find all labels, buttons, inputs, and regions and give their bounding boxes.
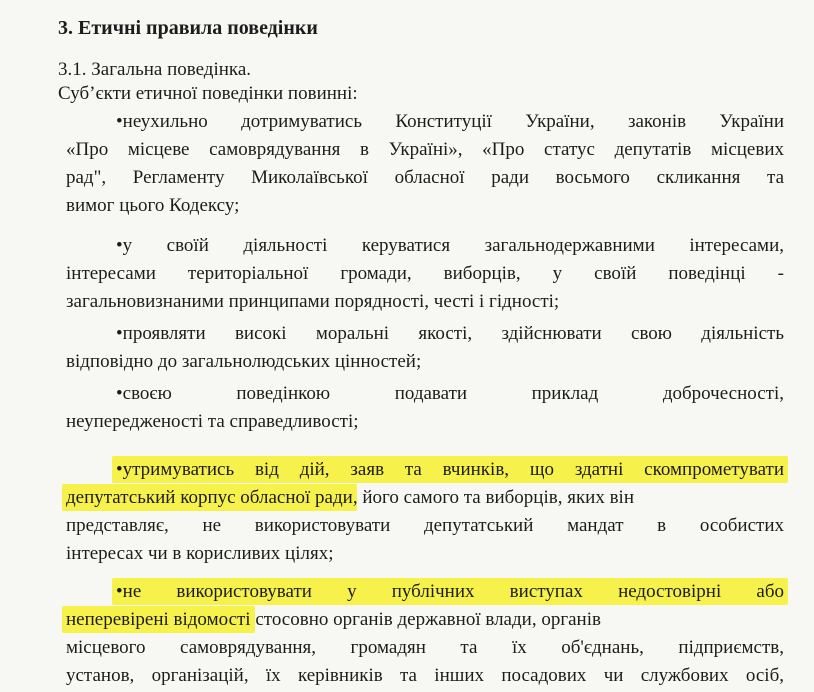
bullet-5-line-1 [116,456,784,484]
bullet-2-line-3: загальновизнаними принципами порядності, честі і гідності; [66,291,560,312]
highlighted-text: депутатський корпус обласної ради [62,484,357,511]
bullet-2-line-2: інтересами територіальної громади, виборців, у своїй поведінці - [66,263,784,284]
bullet-5-line-4: інтересах чи в корисливих цілях; [66,543,334,564]
bullet-3-line-1: •проявляти високі моральні якості, здійснювати свою діяльність [116,323,784,344]
bullet-3-line-2: відповідно до загальнолюдських цінностей; [66,351,422,372]
subsection-title: 3.1. Загальна поведінка. [58,59,252,80]
bullet-5-line-2-rest: , його самого та виборців, яких він [352,487,635,508]
bullet-5-line-2 [66,484,784,512]
highlighted-text: •утримуватись від дій, заяв та вчинків, що здатні скомпрометувати [112,456,788,483]
bullet-6-line-2 [66,606,784,634]
bullet-2-line-1: •у своїй діяльності керуватися загальнодержавними інтересами, [116,235,784,256]
bullet-6-line-4: установ, організацій, їх керівників та інших посадових чи службових осіб, [66,665,784,686]
bullet-6-line-1 [116,578,784,606]
bullet-5-line-3: представляє, не використовувати депутатський мандат в особистих [66,515,784,536]
bullet-1-line-1: •неухильно дотримуватись Конституції України, законів України [116,111,784,132]
section-heading: 3. Етичні правила поведінки [58,17,318,39]
bullet-6-line-2-rest: стосовно органів державної влади, органів [250,609,601,630]
bullet-4-line-1: •своєю поведінкою подавати приклад доброчесності, [116,383,784,404]
intro-text: Суб’єкти етичної поведінки повинні: [58,83,358,104]
highlighted-text: неперевірені відомості [62,606,255,633]
bullet-4-line-2: неупередженості та справедливості; [66,411,359,432]
bullet-1-line-2: «Про місцеве самоврядування в Україні», «Про статус депутатів місцевих [66,139,784,160]
bullet-1-line-3: рад", Регламенту Миколаївської обласної ради восьмого скликання та [66,167,784,188]
bullet-6-line-3: місцевого самоврядування, громадян та їх об'єднань, підприємств, [66,637,784,658]
highlighted-text: •не використовувати у публічних виступах недостовірні або [112,578,788,605]
bullet-1-line-4: вимог цього Кодексу; [66,195,240,216]
